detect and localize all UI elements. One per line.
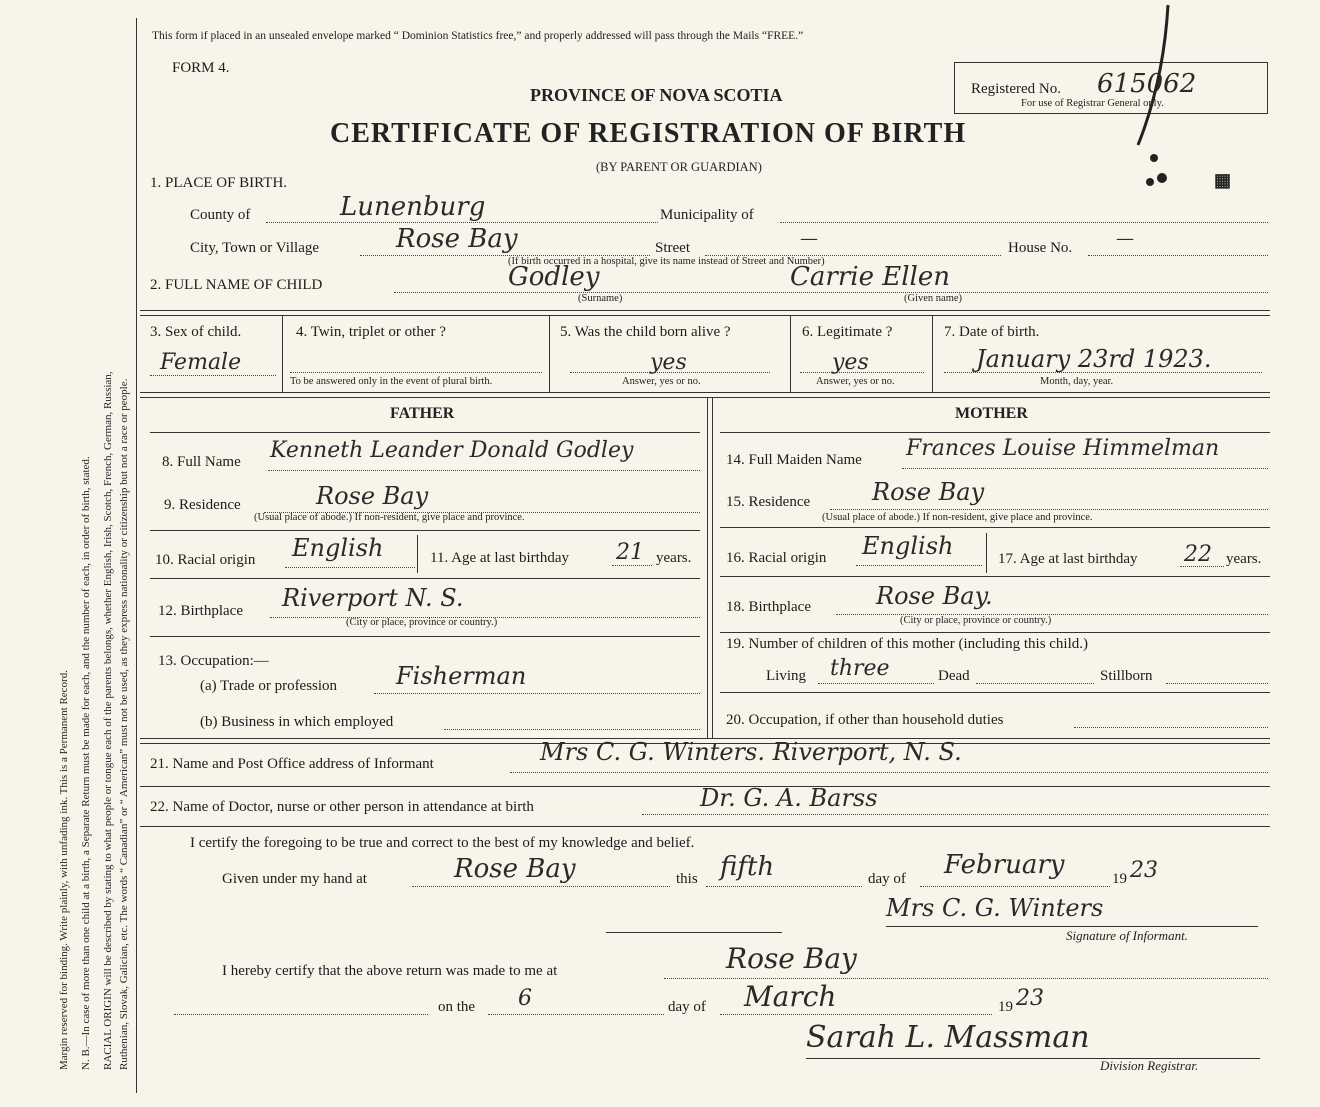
municipality-label: Municipality of	[660, 207, 754, 223]
father-business-label: (b) Business in which employed	[200, 714, 394, 730]
mother-race-label: 16. Racial origin	[726, 550, 827, 566]
city-label: City, Town or Village	[190, 240, 320, 256]
child-name-line	[394, 292, 1268, 293]
mother-name-value: Frances Louise Himmelman	[906, 436, 1220, 461]
rule-before-parents	[140, 392, 1270, 393]
house-label: House No.	[1008, 240, 1073, 256]
mother-age-value: 22	[1184, 542, 1212, 567]
registered-number-box	[954, 62, 1268, 114]
father-name-label: 8. Full Name	[162, 454, 241, 470]
rule-before-certify	[140, 826, 1270, 827]
mother-name-line	[902, 468, 1268, 469]
dob-label: 7. Date of birth.	[944, 324, 1040, 340]
mother-race-div	[986, 533, 987, 573]
dob-line	[944, 372, 1262, 373]
mother-occupation-label: 20. Occupation, if other than household duties	[726, 712, 1004, 728]
mother-name-label: 14. Full Maiden Name	[726, 452, 862, 468]
sex-value: Female	[160, 350, 242, 375]
reg-day-value: 6	[518, 986, 532, 1011]
father-trade-value: Fisherman	[396, 662, 527, 690]
child-given-name: Carrie Ellen	[790, 262, 950, 292]
rule-before-parents-2	[140, 397, 1270, 398]
signature-caption: Signature of Informant.	[1066, 928, 1188, 943]
certify-statement: I certify the foregoing to be true and correct to the best of my knowledge and belief.	[190, 835, 695, 851]
legitimate-note: Answer, yes or no.	[816, 376, 895, 387]
province-heading: PROVINCE OF NOVA SCOTIA	[530, 85, 783, 105]
mother-birthplace-label: 18. Birthplace	[726, 599, 811, 615]
given-month-line	[920, 886, 1110, 887]
parents-divider	[707, 398, 708, 738]
father-birthplace-value: Riverport N. S.	[282, 584, 464, 612]
alive-label: 5. Was the child born alive ?	[560, 324, 731, 340]
dead-label: Dead	[938, 668, 970, 684]
children-count-label: 19. Number of children of this mother (including this child.)	[726, 636, 1089, 652]
informant-signature: Mrs C. G. Winters	[886, 894, 1104, 922]
mother-rule-3	[720, 632, 1270, 633]
father-age-value: 21	[616, 540, 644, 565]
page-title: CERTIFICATE OF REGISTRATION OF BIRTH	[330, 118, 967, 149]
reg-month-value: March	[744, 980, 837, 1013]
father-race-value: English	[292, 534, 384, 562]
given-day-value: fifth	[720, 852, 775, 882]
alive-note: Answer, yes or no.	[622, 376, 701, 387]
mother-residence-label: 15. Residence	[726, 494, 811, 510]
mother-rule-4	[720, 692, 1270, 693]
informant-label: 21. Name and Post Office address of Informant	[150, 756, 434, 772]
father-birthplace-label: 12. Birthplace	[158, 603, 243, 619]
father-age-label: 11. Age at last birthday	[430, 550, 569, 566]
margin-line-4: Ruthenian, Slovak, Galician, etc. The words “ Canadian” or “ American” must not be used, as they express nationality or citizenship but not a race or people.	[118, 378, 130, 1070]
father-heading: FATHER	[390, 405, 455, 422]
street-label: Street	[655, 240, 690, 256]
col-div-2	[549, 316, 550, 392]
given-place-line	[412, 886, 670, 887]
hereby-certify-label: I hereby certify that the above return was made to me at	[222, 963, 558, 979]
reg-place-value: Rose Bay	[726, 942, 857, 975]
margin-instructions	[0, 0, 140, 1107]
col-div-4	[932, 316, 933, 392]
father-rule-1	[150, 530, 700, 531]
dob-note: Month, day, year.	[1040, 376, 1114, 387]
registrar-caption: Division Registrar.	[1100, 1058, 1199, 1073]
mother-years: years.	[1226, 551, 1262, 567]
margin-line-2: N. B.—In case of more than one child at a birth, a Separate Return must be made for each, and the number of each, in order of birth, stated.	[80, 456, 92, 1070]
informant-line	[510, 772, 1268, 773]
dob-value: January 23rd 1923.	[976, 345, 1212, 373]
day-of-label: day of	[868, 871, 906, 887]
parents-divider-2	[712, 398, 713, 738]
page-subtitle: (BY PARENT OR GUARDIAN)	[596, 160, 762, 174]
county-label: County of	[190, 207, 251, 223]
legitimate-label: 6. Legitimate ?	[802, 324, 893, 340]
given-place-value: Rose Bay	[454, 854, 576, 884]
reg-leading-line	[174, 1014, 428, 1015]
registered-number: 615062	[1097, 69, 1197, 99]
place-of-birth-label: 1. PLACE OF BIRTH.	[150, 175, 288, 191]
living-label: Living	[766, 668, 806, 684]
father-race-line	[285, 567, 415, 568]
doctor-value: Dr. G. A. Barss	[700, 784, 878, 812]
alive-value: yes	[650, 350, 687, 375]
alive-line	[570, 372, 770, 373]
father-race-div	[417, 535, 418, 573]
father-rule-2	[150, 578, 700, 579]
col-div-3	[790, 316, 791, 392]
doctor-label: 22. Name of Doctor, nurse or other person in attendance at birth	[150, 799, 534, 815]
surname-caption: (Surname)	[578, 293, 623, 304]
given-month-value: February	[944, 850, 1065, 880]
given-under-hand-label: Given under my hand at	[222, 871, 367, 887]
municipality-line	[780, 222, 1268, 223]
signature-rule-left	[606, 932, 782, 933]
stillborn-line	[1166, 683, 1268, 684]
doctor-line	[642, 814, 1268, 815]
ink-blot-icon: ▦	[1214, 170, 1232, 190]
father-residence-value: Rose Bay	[316, 482, 429, 510]
informant-value: Mrs C. G. Winters. Riverport, N. S.	[540, 738, 962, 766]
mother-birthplace-value: Rose Bay.	[876, 582, 993, 610]
form-number: FORM 4.	[172, 60, 230, 76]
father-business-line	[444, 729, 700, 730]
ink-slash-mark	[1120, 0, 1200, 200]
father-trade-line	[374, 693, 700, 694]
registrar-signature: Sarah L. Massman	[806, 1020, 1090, 1055]
reg-day-of-label: day of	[668, 999, 706, 1015]
reg-day-line	[488, 1014, 664, 1015]
father-head-rule	[150, 432, 700, 433]
legitimate-value: yes	[832, 350, 869, 375]
living-line	[818, 683, 934, 684]
on-the-label: on the	[438, 999, 476, 1015]
reg-month-line	[720, 1014, 992, 1015]
mother-heading: MOTHER	[955, 405, 1028, 422]
margin-line-1: Margin reserved for binding. Write plainly, with unfading ink. This is a Permanent Record.	[58, 670, 70, 1070]
mother-residence-note: (Usual place of abode.) If non-resident, give place and province.	[822, 512, 1093, 523]
twin-note: To be answered only in the event of plural birth.	[290, 376, 493, 387]
hospital-note: (If birth occurred in a hospital, give its name instead of Street and Number)	[508, 256, 825, 267]
rule-after-name	[140, 310, 1270, 311]
child-surname: Godley	[508, 262, 600, 292]
stillborn-label: Stillborn	[1100, 668, 1153, 684]
mother-residence-value: Rose Bay	[872, 478, 985, 506]
father-race-label: 10. Racial origin	[155, 552, 256, 568]
sex-line	[150, 375, 276, 376]
father-residence-note: (Usual place of abode.) If non-resident, give place and province.	[254, 512, 525, 523]
child-name-label: 2. FULL NAME OF CHILD	[150, 277, 323, 293]
given-year-prefix: 19	[1112, 871, 1127, 887]
father-rule-3	[150, 636, 700, 637]
mother-rule-1	[720, 527, 1270, 528]
mother-occupation-line	[1074, 727, 1268, 728]
father-name-line	[268, 470, 700, 471]
margin-rule	[136, 18, 137, 1093]
twin-label: 4. Twin, triplet or other ?	[296, 324, 446, 340]
street-value: —	[800, 228, 818, 249]
house-value: —	[1116, 228, 1134, 249]
mother-race-value: English	[862, 532, 954, 560]
reg-place-line	[664, 978, 1268, 979]
mother-age-label: 17. Age at last birthday	[998, 551, 1138, 567]
father-name-value: Kenneth Leander Donald Godley	[270, 438, 634, 463]
county-line	[266, 222, 658, 223]
given-day-line	[706, 886, 862, 887]
dead-line	[976, 683, 1094, 684]
mother-head-rule	[720, 432, 1270, 433]
father-occupation-label: 13. Occupation:—	[158, 653, 269, 669]
living-value: three	[830, 656, 890, 681]
registered-label: Registered No.	[971, 81, 1061, 97]
mother-birthplace-note: (City or place, province or country.)	[900, 615, 1052, 626]
father-birthplace-note: (City or place, province or country.)	[346, 617, 498, 628]
mother-residence-line	[830, 509, 1268, 510]
mother-rule-2	[720, 576, 1270, 577]
father-trade-label: (a) Trade or profession	[200, 678, 338, 694]
mother-race-line	[856, 565, 982, 566]
registrar-note: For use of Registrar General only.	[1021, 98, 1164, 109]
rule-after-name-2	[140, 315, 1270, 316]
father-residence-label: 9. Residence	[164, 497, 241, 513]
informant-signature-line	[886, 926, 1258, 927]
father-age-line	[612, 565, 652, 566]
col-div-1	[282, 316, 283, 392]
house-line	[1088, 255, 1268, 256]
twin-line	[290, 372, 542, 373]
given-caption: (Given name)	[904, 293, 963, 304]
margin-line-3: RACIAL ORIGIN will be described by stating to what people or tongue each of the parents belongs, whether English, Irish, Scotch, French, German, Russian,	[102, 371, 114, 1070]
county-value: Lunenburg	[340, 192, 486, 222]
this-label: this	[676, 871, 698, 887]
father-years: years.	[656, 550, 692, 566]
reg-year-prefix: 19	[998, 999, 1013, 1015]
given-year-value: 23	[1130, 858, 1158, 883]
legitimate-line	[800, 372, 924, 373]
reg-year-value: 23	[1016, 986, 1044, 1011]
sex-label: 3. Sex of child.	[150, 324, 242, 340]
mail-notice: This form if placed in an unsealed envelope marked “ Dominion Statistics free,” and properly addressed will pass through the Mails “FREE.”	[152, 30, 804, 42]
city-value: Rose Bay	[396, 224, 518, 254]
